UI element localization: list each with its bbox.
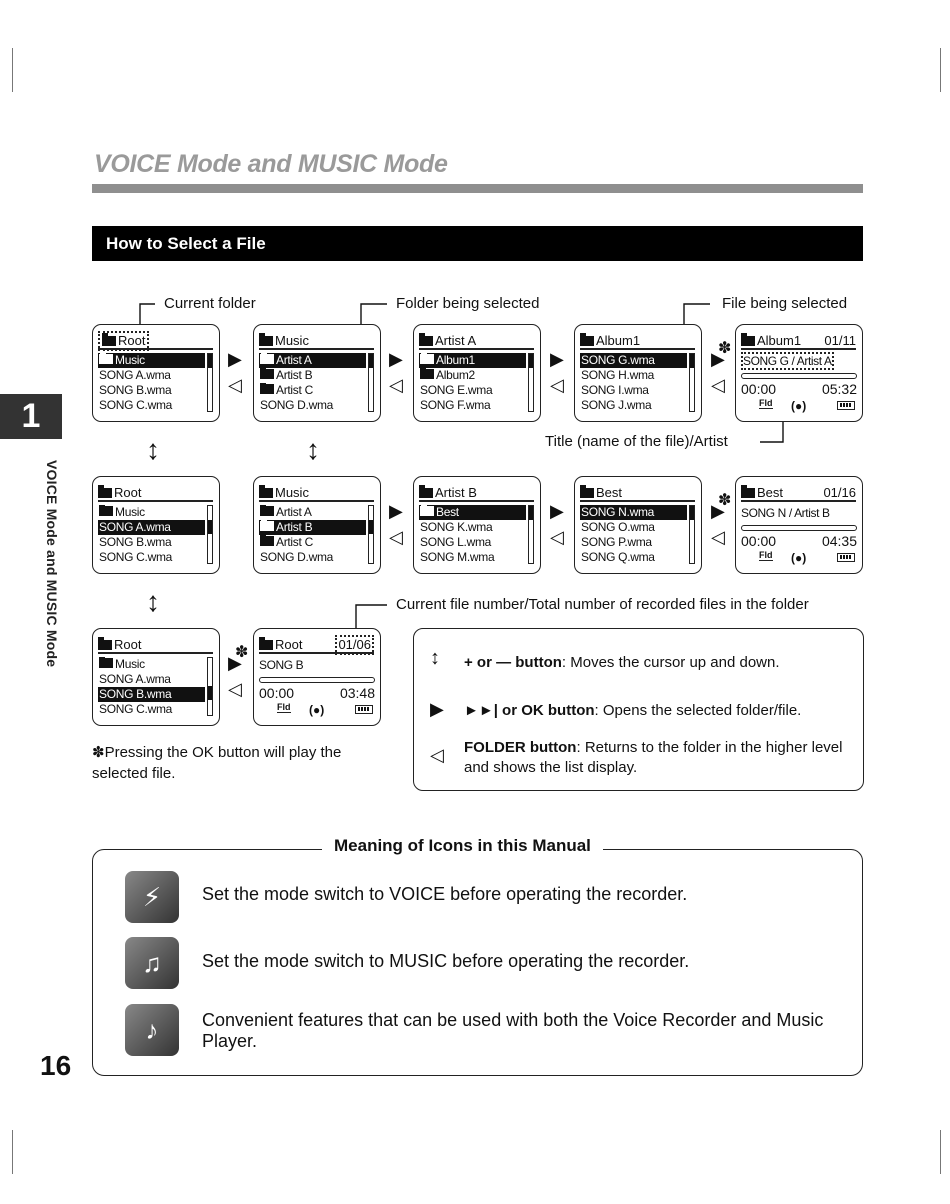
folder-icon — [260, 369, 274, 379]
scrollbar — [689, 505, 695, 564]
folder-icon — [260, 521, 274, 531]
scrollbar — [368, 353, 374, 412]
ok-arrow-icon: ▶ — [711, 501, 725, 521]
screen-album1: Album1 SONG G.wma SONG H.wma SONG I.wma SONG J.wma — [574, 324, 702, 422]
music-mode-icon: ♫ — [125, 937, 179, 989]
asterisk-icon: ✽ — [718, 340, 732, 357]
list-item: SONG C.wma — [99, 550, 173, 564]
folder-icon — [259, 640, 273, 650]
list-item: SONG O.wma — [581, 520, 655, 534]
battery-icon — [837, 401, 855, 410]
list-item: Artist A — [259, 505, 366, 520]
song-title: SONG B — [259, 658, 304, 672]
list-item: Music — [98, 353, 205, 368]
list-item: SONG P.wma — [581, 535, 652, 549]
screen-play-album1: Album1 01/11 SONG G / Artist A 00:00 05:32 Fld (●) — [735, 324, 863, 422]
folder-icon — [419, 336, 433, 346]
button-legend — [413, 628, 864, 791]
page-number: 16 — [40, 1050, 72, 1081]
ok-arrow-icon: ▶ — [430, 699, 444, 719]
list-item: Artist A — [259, 353, 366, 368]
list-item: SONG A.wma — [98, 520, 205, 535]
sound-icon: (●) — [309, 703, 325, 717]
folder-icon — [580, 336, 594, 346]
list-item: Album1 — [419, 353, 526, 368]
back-arrow-icon: ◁ — [228, 375, 242, 395]
song-title: SONG G / Artist A — [743, 354, 832, 368]
list-item: Artist B — [259, 368, 366, 383]
back-arrow-icon: ◁ — [389, 375, 403, 395]
scrollbar — [368, 505, 374, 564]
legend-ok: ►►| or OK button: Opens the selected folder/file. — [464, 702, 802, 719]
folder-icon — [420, 506, 434, 516]
back-arrow-icon: ◁ — [711, 375, 725, 395]
list-item: SONG B.wma — [98, 687, 205, 702]
back-arrow-icon: ◁ — [550, 375, 564, 395]
folder-icon — [98, 640, 112, 650]
up-down-arrow-icon: ↕ — [306, 434, 320, 465]
ok-arrow-icon: ▶ — [228, 349, 242, 369]
list-item: SONG A.wma — [99, 368, 171, 382]
folder-icon — [741, 488, 755, 498]
scrollbar — [207, 353, 213, 412]
folder-icon — [420, 354, 434, 364]
callout-file-number: Current file number/Total number of recorded files in the folder — [396, 596, 809, 613]
folder-icon — [260, 354, 274, 364]
screen-artist-a: Artist A Album1 Album2 SONG E.wma SONG F.wma — [413, 324, 541, 422]
screen-music: Music Artist A Artist B Artist C SONG D.wma — [253, 324, 381, 422]
folder-icon — [99, 658, 113, 668]
sound-icon: (●) — [791, 399, 807, 413]
folder-icon — [98, 488, 112, 498]
list-item: SONG M.wma — [420, 550, 495, 564]
callout-file-selected: File being selected — [722, 295, 848, 312]
list-item: SONG F.wma — [420, 398, 491, 412]
list-item: Music — [98, 657, 205, 672]
list-item: SONG N.wma — [580, 505, 687, 520]
back-arrow-icon: ◁ — [228, 679, 242, 699]
ok-arrow-icon: ▶ — [389, 501, 403, 521]
file-number: 01/06 — [335, 635, 374, 655]
asterisk-icon: ✽ — [718, 492, 732, 509]
folder-icon — [260, 536, 274, 546]
folder-icon — [419, 488, 433, 498]
progress-bar — [741, 525, 857, 531]
callout-current-folder: Current folder — [164, 295, 256, 312]
back-arrow-icon: ◁ — [550, 527, 564, 547]
total-time: 04:35 — [821, 533, 857, 549]
screen-play-root: Root 01/06 SONG B 00:00 03:48 Fld (●) — [253, 628, 381, 726]
asterisk-icon: ✽ — [235, 644, 249, 661]
legend-folder: FOLDER button: Returns to the folder in the higher level and shows the list display. — [464, 739, 843, 776]
folder-icon — [259, 336, 273, 346]
folder-icon — [260, 506, 274, 516]
list-item: SONG D.wma — [260, 398, 334, 412]
list-item: Best — [419, 505, 526, 520]
ok-arrow-icon: ▶ — [550, 501, 564, 521]
side-label: VOICE Mode and MUSIC Mode — [44, 460, 60, 668]
list-item: SONG H.wma — [581, 368, 655, 382]
battery-icon — [355, 705, 373, 714]
folder-icon — [259, 488, 273, 498]
ok-arrow-icon: ▶ — [711, 349, 725, 369]
list-item: SONG B.wma — [99, 383, 172, 397]
icon-meaning-title: Meaning of Icons in this Manual — [322, 836, 603, 856]
total-time: 03:48 — [339, 685, 375, 701]
battery-icon — [837, 553, 855, 562]
scrollbar — [689, 353, 695, 412]
ok-arrow-icon: ▶ — [389, 349, 403, 369]
up-down-arrow-icon: ↕ — [146, 586, 160, 617]
file-number: 01/11 — [824, 332, 856, 348]
legend-plus-minus: + or — button: Moves the cursor up and down. — [464, 654, 780, 671]
list-item: SONG E.wma — [420, 383, 493, 397]
elapsed-time: 00:00 — [741, 381, 777, 397]
list-item: SONG J.wma — [581, 398, 652, 412]
total-time: 05:32 — [821, 381, 857, 397]
folder-icon — [420, 369, 434, 379]
elapsed-time: 00:00 — [741, 533, 777, 549]
screen-music: Music Artist A Artist B Artist C SONG D.wma — [253, 476, 381, 574]
folder-mode-icon: Fld — [277, 702, 291, 712]
folder-icon — [741, 336, 755, 346]
screen-best: Best SONG N.wma SONG O.wma SONG P.wma SONG Q.wma — [574, 476, 702, 574]
progress-bar — [259, 677, 375, 683]
up-down-arrow-icon: ↕ — [430, 647, 440, 669]
scrollbar — [528, 353, 534, 412]
folder-icon — [260, 384, 274, 394]
folder-icon — [99, 354, 113, 364]
screen-root: Root Music SONG A.wma SONG B.wma SONG C.wma — [92, 324, 220, 422]
list-item: SONG C.wma — [99, 702, 173, 716]
voice-music-icon: ♪ — [125, 1004, 179, 1056]
folder-icon — [102, 336, 116, 346]
callout-folder-selected: Folder being selected — [396, 295, 540, 312]
file-number: 01/16 — [823, 484, 856, 500]
folder-mode-icon: Fld — [759, 398, 773, 408]
icon-description: Convenient features that can be used with both the Voice Recorder and Music Player. — [202, 1010, 824, 1051]
page-title-bar: How to Select a File — [92, 226, 863, 261]
elapsed-time: 00:00 — [259, 685, 295, 701]
section-title: VOICE Mode and MUSIC Mode — [94, 150, 448, 178]
screen-play-best: Best 01/16 SONG N / Artist B 00:00 04:35 Fld (●) — [735, 476, 863, 574]
list-item: SONG D.wma — [260, 550, 334, 564]
voice-mode-icon: ⚡ — [125, 871, 179, 923]
callout-title-artist: Title (name of the file)/Artist — [545, 433, 728, 450]
scrollbar — [207, 505, 213, 564]
sound-icon: (●) — [791, 551, 807, 565]
screen-root: Root Music SONG A.wma SONG B.wma SONG C.wma — [92, 628, 220, 726]
up-down-arrow-icon: ↕ — [146, 434, 160, 465]
list-item: SONG A.wma — [99, 672, 171, 686]
scrollbar — [207, 657, 213, 716]
icon-description: Set the mode switch to VOICE before operating the recorder. — [202, 884, 688, 904]
list-item: Artist C — [259, 383, 366, 398]
song-title: SONG N / Artist B — [741, 506, 830, 520]
list-item: SONG G.wma — [580, 353, 687, 368]
footnote: ✽Pressing the OK button will play the selected file. — [92, 744, 342, 782]
screen-root: Root Music SONG A.wma SONG B.wma SONG C.wma — [92, 476, 220, 574]
list-item: SONG I.wma — [581, 383, 649, 397]
chapter-tab: 1 — [0, 394, 62, 439]
ok-arrow-icon: ▶ — [228, 653, 242, 673]
back-arrow-icon: ◁ — [430, 745, 444, 765]
list-item: SONG B.wma — [99, 535, 172, 549]
icon-description: Set the mode switch to MUSIC before operating the recorder. — [202, 951, 690, 971]
progress-bar — [741, 373, 857, 379]
list-item: SONG K.wma — [420, 520, 493, 534]
folder-icon — [580, 488, 594, 498]
scrollbar — [528, 505, 534, 564]
screen-artist-b: Artist B Best SONG K.wma SONG L.wma SONG M.wma — [413, 476, 541, 574]
list-item: Music — [98, 505, 205, 520]
list-item: Album2 — [419, 368, 526, 383]
list-item: Artist B — [259, 520, 366, 535]
list-item: SONG Q.wma — [581, 550, 655, 564]
folder-mode-icon: Fld — [759, 550, 773, 560]
list-item: Artist C — [259, 535, 366, 550]
list-item: SONG L.wma — [420, 535, 492, 549]
ok-arrow-icon: ▶ — [550, 349, 564, 369]
folder-icon — [99, 506, 113, 516]
back-arrow-icon: ◁ — [389, 527, 403, 547]
back-arrow-icon: ◁ — [711, 527, 725, 547]
list-item: SONG C.wma — [99, 398, 173, 412]
